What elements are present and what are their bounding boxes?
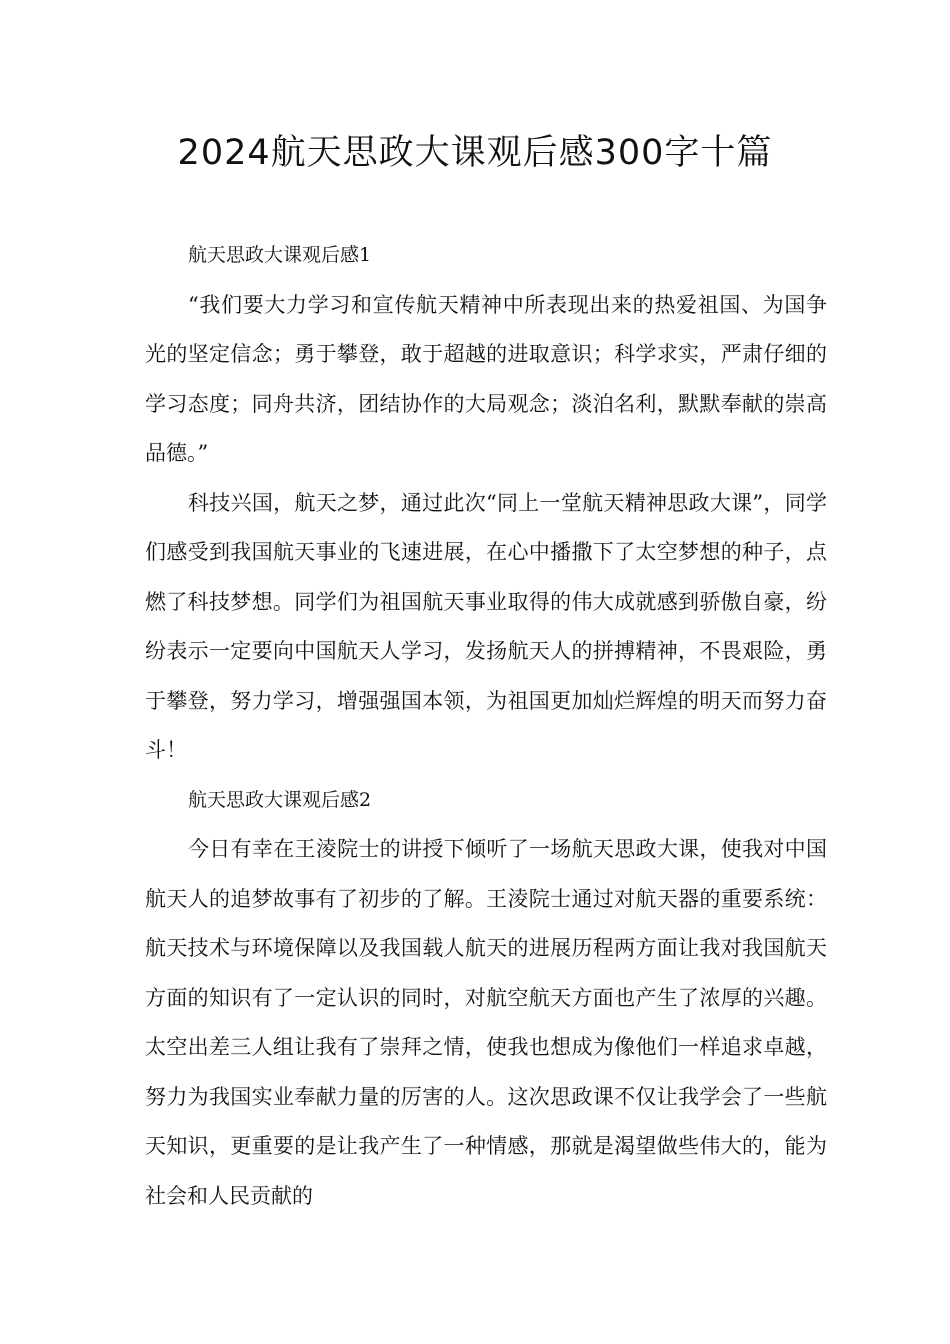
document-body [145, 231, 827, 1221]
section-heading-1: 航天思政大课观后感1 [188, 244, 372, 266]
document-title: 2024航天思政大课观后感300字十篇 [177, 133, 773, 173]
paragraph-body: 科技兴国，航天之梦，通过此次“同上一堂航天精神思政大课”，同学们感受到我国航天事业的飞速进展，在心中播撒下了太空梦想的种子，点燃了科技梦想。同学们为祖国航天事业取得的伟大成就感到骄傲自豪，纷纷表示一定要向中国航天人学习，发扬航天人的拼搏精神，不畏艰险，勇于攀登，努力学习，增强强国本领，为祖国更加灿烂辉煌的明天而努力奋斗！ [145, 490, 827, 762]
paragraph-body: 今日有幸在王淩院士的讲授下倾听了一场航天思政大课，使我对中国航天人的追梦故事有了初步的了解。王淩院士通过对航天器的重要系统：航天技术与环境保障以及我国载人航天的进展历程两方面让我对我国航天方面的知识有了一定认识的同时，对航空航天方面也产生了浓厚的兴趣。太空出差三人组让我有了崇拜之情，使我也想成为像他们一样追求卓越，努力为我国实业奉献力量的厉害的人。这次思政课不仅让我学会了一些航天知识，更重要的是让我产生了一种情感，那就是渴望做些伟大的，能为社会和人民贡献的 [145, 837, 827, 1208]
section-heading-2: 航天思政大课观后感2 [188, 788, 372, 811]
paragraph-quote: “我们要大力学习和宣传航天精神中所表现出来的热爱祖国、为国争光的坚定信念；勇于攀登，敢于超越的进取意识；科学求实，严肃仔细的学习态度；同舟共济，团结协作的大局观念；淡泊名利，默默奉献的崇高品德。” [145, 292, 827, 465]
